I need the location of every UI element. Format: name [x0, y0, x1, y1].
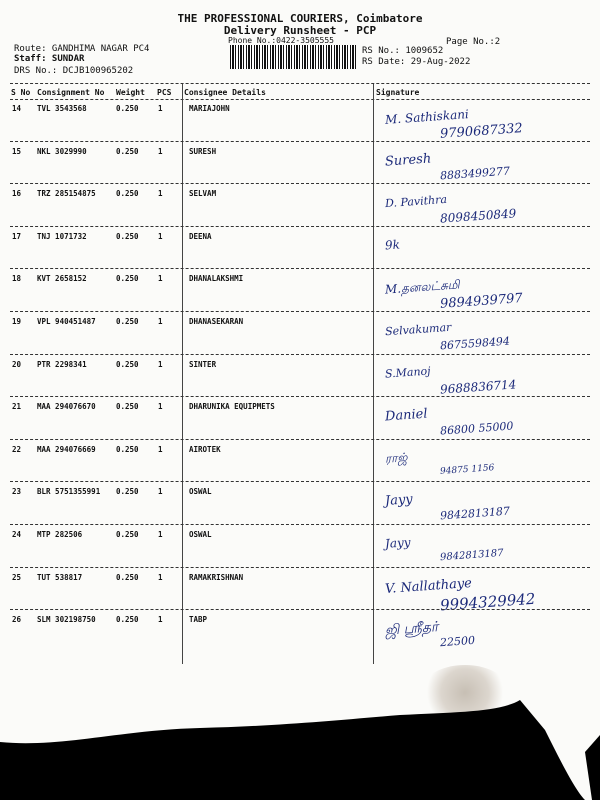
row-consignee: DHARUNIKA EQUIPMETS	[189, 402, 275, 412]
row-weight: 0.250	[116, 104, 139, 113]
row-consignment-no: SLM 302198750	[37, 615, 96, 625]
row-signature: D. Pavithra	[384, 193, 448, 211]
row-consignee: RAMAKRISHNAN	[189, 572, 244, 582]
phone-number: Phone No.:0422-3505555	[228, 36, 334, 45]
row-weight: 0.250	[116, 274, 139, 284]
row-consignment-no: KVT 2658152	[37, 274, 87, 284]
page-number: Page No.:2	[446, 37, 501, 47]
row-consignment-no: MTP 282506	[37, 530, 83, 539]
row-consignment-no: PTR 2298341	[37, 359, 87, 369]
row-pcs: 1	[158, 615, 163, 625]
runsheet-subtitle: Delivery Runsheet - PCP	[223, 24, 377, 37]
row-signature-phone: 9894939797	[439, 291, 524, 313]
col-sno: S No	[11, 88, 31, 97]
row-weight: 0.250	[116, 146, 139, 156]
row-consignee: SURESH	[189, 146, 217, 156]
row-signature: ஜி ஸ்ரீதர்	[384, 619, 439, 640]
row-pcs: 1	[158, 572, 163, 582]
row-consignee: SINTER	[189, 359, 217, 369]
row-pcs: 1	[158, 487, 163, 497]
row-pcs: 1	[158, 530, 163, 539]
row-sno: 23	[12, 487, 22, 497]
row-weight: 0.250	[116, 317, 139, 326]
row-sno: 26	[12, 615, 22, 625]
rs-number: RS No.: 1009652	[362, 46, 444, 56]
row-consignee: MARIAJOHN	[189, 104, 230, 113]
row-weight: 0.250	[116, 402, 139, 412]
row-consignment-no: TNJ 1071732	[37, 231, 87, 241]
row-signature-phone: 8883499277	[439, 164, 511, 183]
row-consignee: DHANALAKSHMI	[189, 274, 244, 284]
row-consignee: OSWAL	[189, 530, 212, 539]
row-consignee: DEENA	[189, 231, 212, 241]
col-weight: Weight	[116, 88, 145, 97]
row-weight: 0.250	[116, 359, 139, 369]
row-sno: 24	[12, 530, 22, 539]
row-signature-phone: 94875 1156	[439, 462, 495, 477]
col-pcs: PCS	[157, 88, 172, 97]
row-weight: 0.250	[116, 615, 139, 625]
row-weight: 0.250	[116, 231, 139, 241]
row-signature: M.தனலட்சுமி	[384, 277, 461, 297]
row-weight: 0.250	[116, 444, 139, 454]
row-signature: ராஜ்	[384, 450, 408, 466]
row-pcs: 1	[158, 444, 163, 454]
row-consignment-no: MAA 294076670	[37, 402, 96, 412]
company-title: THE PROFESSIONAL COURIERS, Coimbatore	[177, 12, 423, 25]
row-weight: 0.250	[116, 572, 139, 582]
row-consignment-no: TRZ 285154875	[37, 189, 96, 199]
staff: Staff: SUNDAR	[14, 54, 85, 64]
row-pcs: 1	[158, 231, 163, 241]
row-signature: 9k	[384, 237, 401, 253]
row-signature: Suresh	[384, 150, 432, 170]
row-signature: Selvakumar	[384, 320, 452, 339]
row-consignee: OSWAL	[189, 487, 212, 497]
row-pcs: 1	[158, 104, 163, 113]
col-signature: Signature	[376, 88, 420, 97]
rs-date: RS Date: 29-Aug-2022	[362, 57, 471, 67]
row-signature: S.Manoj	[384, 364, 431, 381]
row-sno: 21	[12, 402, 22, 412]
row-signature: Daniel	[384, 406, 429, 425]
row-consignee: AIROTEK	[189, 444, 221, 454]
row-consignment-no: TVL 3543568	[37, 104, 87, 113]
row-consignment-no: MAA 294076669	[37, 444, 96, 454]
row-pcs: 1	[158, 189, 163, 199]
row-pcs: 1	[158, 146, 163, 156]
row-sno: 16	[12, 189, 22, 199]
row-signature-phone: 86800 55000	[439, 419, 514, 438]
row-signature-phone: 9842813187	[439, 504, 511, 523]
row-signature: V. Nallathaye	[384, 575, 473, 597]
row-consignment-no: BLR 5751355991	[37, 487, 101, 497]
row-sno: 18	[12, 274, 22, 284]
row-signature-phone: 8098450849	[439, 206, 517, 226]
row-consignment-no: VPL 940451487	[37, 317, 96, 326]
row-weight: 0.250	[116, 487, 139, 497]
row-sno: 19	[12, 317, 22, 326]
route: Route: GANDHIMA NAGAR PC4	[14, 44, 150, 54]
row-sno: 15	[12, 146, 22, 156]
row-consignee: SELVAM	[189, 189, 217, 199]
col-consignment: Consignment No	[37, 88, 105, 97]
row-signature-phone: 22500	[439, 633, 476, 650]
row-signature-phone: 9842813187	[439, 547, 504, 564]
row-signature: M. Sathiskani	[384, 107, 470, 127]
row-signature-phone: 8675598494	[439, 334, 511, 353]
drs-number: DRS No.: DCJB100965202	[14, 66, 134, 76]
row-pcs: 1	[158, 402, 163, 412]
row-signature-phone: 9688836714	[439, 376, 517, 397]
row-pcs: 1	[158, 317, 163, 326]
row-sno: 25	[12, 572, 22, 582]
row-pcs: 1	[158, 274, 163, 284]
col-consignee: Consignee Details	[184, 88, 266, 97]
row-sno: 17	[12, 231, 22, 241]
row-pcs: 1	[158, 359, 163, 369]
row-signature: Jayy	[384, 492, 414, 510]
row-sno: 14	[12, 104, 22, 113]
row-consignee: DHANASEKARAN	[189, 317, 244, 326]
row-weight: 0.250	[116, 530, 139, 539]
row-consignment-no: TUT 538817	[37, 572, 83, 582]
row-signature: Jayy	[384, 535, 411, 551]
row-sno: 22	[12, 444, 22, 454]
row-consignee: TABP	[189, 615, 208, 625]
row-sno: 20	[12, 359, 22, 369]
row-weight: 0.250	[116, 189, 139, 199]
row-signature-phone: 9790687332	[439, 121, 524, 142]
row-consignment-no: NKL 3029990	[37, 146, 87, 156]
row-signature-phone: 9994329942	[439, 589, 536, 614]
